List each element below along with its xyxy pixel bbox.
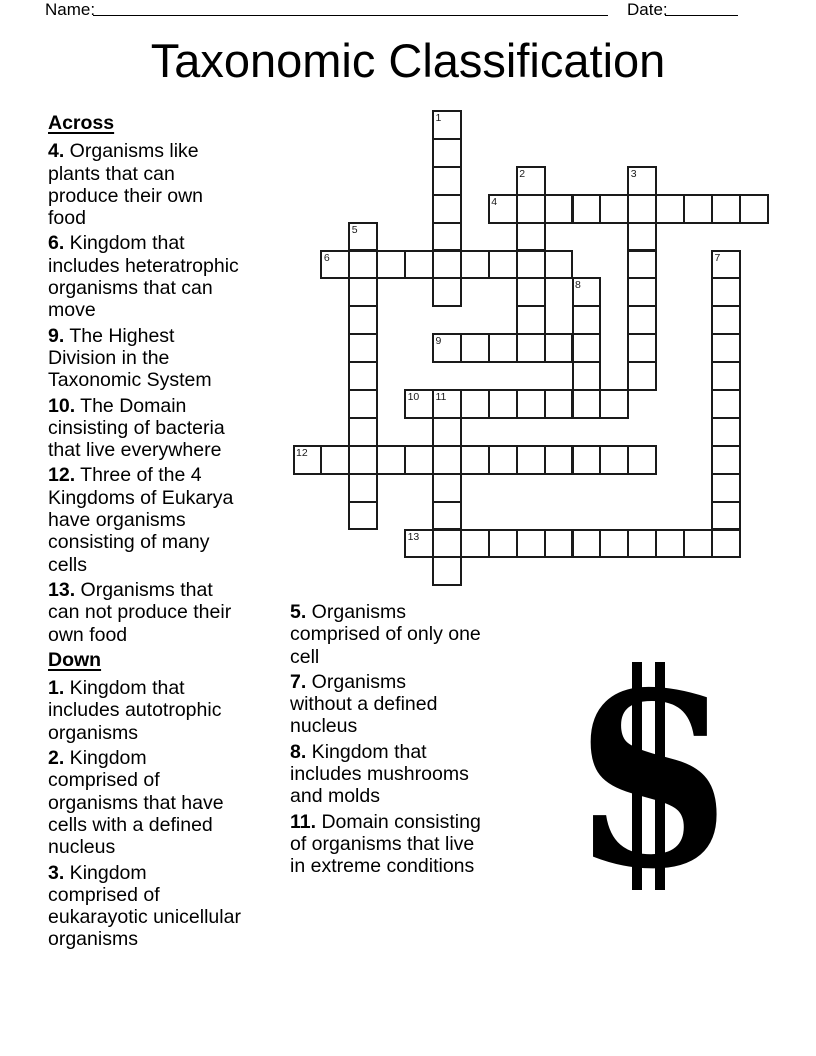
clue-line: 3. Kingdom	[48, 861, 147, 884]
down-clues-list-left	[48, 677, 292, 951]
clue-line: move	[48, 299, 96, 322]
crossword-cell[interactable]	[348, 250, 378, 280]
crossword-cell[interactable]	[544, 250, 574, 280]
clue-line: 12. Three of the 4	[48, 464, 202, 487]
clue-number: 6.	[48, 232, 65, 255]
crossword-cell[interactable]	[348, 389, 378, 419]
clue-line: 5. Organisms	[290, 601, 406, 623]
clue-line: 11. Domain consisting	[290, 810, 481, 833]
crossword-cell[interactable]	[572, 305, 602, 335]
crossword-cell[interactable]	[627, 222, 657, 252]
clue-number: 2.	[48, 747, 65, 770]
crossword-cell[interactable]	[348, 305, 378, 335]
crossword-cell[interactable]	[711, 305, 741, 335]
clue-number: 4.	[48, 140, 65, 163]
cell-number: 2	[519, 167, 526, 180]
cell-number: 13	[407, 530, 420, 543]
clue-number: 1.	[48, 677, 65, 700]
clue-item	[290, 741, 526, 808]
crossword-cell[interactable]	[432, 445, 462, 475]
clue-item	[290, 601, 526, 668]
down-clues-list-middle	[290, 601, 526, 878]
crossword-cell[interactable]	[460, 389, 490, 419]
crossword-cell[interactable]	[376, 250, 406, 280]
crossword-cell[interactable]	[627, 305, 657, 335]
crossword-cell[interactable]	[711, 529, 741, 559]
clue-number: 13.	[48, 578, 76, 601]
crossword-cell[interactable]	[655, 194, 685, 224]
clue-item	[48, 232, 292, 321]
crossword-cell[interactable]	[348, 445, 378, 475]
crossword-cell[interactable]	[516, 529, 546, 559]
crossword-cell[interactable]	[711, 277, 741, 307]
clue-line: nucleus	[290, 715, 358, 738]
crossword-cell[interactable]	[711, 361, 741, 391]
crossword-cell[interactable]	[432, 417, 462, 447]
crossword-cell[interactable]	[627, 194, 657, 224]
crossword-cell[interactable]	[572, 194, 602, 224]
clue-line: plants that can	[48, 162, 175, 185]
cell-number: 7	[714, 251, 721, 264]
clue-line: 9. The Highest	[48, 324, 175, 347]
clue-number: 10.	[48, 394, 76, 417]
left-clue-column	[48, 112, 292, 954]
clue-item	[290, 811, 526, 878]
crossword-cell[interactable]	[711, 389, 741, 419]
crossword-cell[interactable]	[488, 529, 518, 559]
crossword-cell[interactable]	[460, 529, 490, 559]
crossword-cell[interactable]	[544, 194, 574, 224]
crossword-cell[interactable]	[488, 333, 518, 363]
cell-number: 8	[575, 279, 581, 292]
crossword-cell[interactable]	[516, 277, 546, 307]
crossword-cell[interactable]	[572, 333, 602, 363]
crossword-cell[interactable]	[460, 333, 490, 363]
crossword-cell[interactable]	[544, 445, 574, 475]
down-heading: Down	[48, 648, 102, 671]
crossword-cell[interactable]	[544, 333, 574, 363]
cell-number: 6	[323, 251, 330, 264]
clue-line: food	[48, 207, 86, 230]
clue-line: comprised of	[48, 883, 160, 906]
middle-clue-column	[290, 601, 526, 881]
clue-line: cell	[290, 645, 320, 668]
crossword-cell[interactable]	[516, 445, 546, 475]
clue-item	[290, 671, 526, 738]
crossword-cell[interactable]	[432, 277, 462, 307]
crossword-cell[interactable]	[432, 529, 462, 559]
crossword-cell[interactable]	[627, 445, 657, 475]
clue-line: comprised of	[48, 769, 160, 792]
crossword-cell[interactable]	[432, 222, 462, 252]
clue-line: comprised of only one	[290, 623, 481, 646]
crossword-cell[interactable]	[711, 333, 741, 363]
clue-line: cells	[48, 553, 88, 576]
clue-line: organisms that can	[48, 277, 213, 300]
crossword-cell[interactable]	[348, 277, 378, 307]
clue-line: without a defined	[290, 693, 438, 716]
crossword-cell[interactable]	[488, 445, 518, 475]
crossword-cell[interactable]	[599, 389, 629, 419]
clue-line: 13. Organisms that	[48, 578, 213, 601]
clue-number: 8.	[290, 740, 307, 763]
crossword-cell[interactable]	[572, 389, 602, 419]
clue-line: eukarayotic unicellular	[48, 906, 241, 929]
clue-line: 4. Organisms like	[48, 140, 199, 163]
dollar-s-glyph: S	[576, 640, 730, 922]
clue-item	[48, 579, 292, 646]
clue-line: 10. The Domain	[48, 394, 187, 417]
clue-line: of organisms that live	[290, 832, 475, 855]
clue-line: can not produce their	[48, 601, 232, 624]
crossword-cell[interactable]	[348, 333, 378, 363]
clue-item	[48, 464, 292, 575]
clue-item	[48, 862, 292, 951]
name-label: Name:	[45, 0, 96, 19]
page-title: Taxonomic Classification	[150, 34, 666, 87]
clue-line: own food	[48, 623, 128, 646]
crossword-cell[interactable]	[627, 361, 657, 391]
clue-line: 1. Kingdom that	[48, 677, 185, 700]
across-clues-list	[48, 140, 292, 646]
crossword-cell[interactable]	[488, 250, 518, 280]
crossword-cell[interactable]	[683, 194, 713, 224]
clue-item	[48, 140, 292, 229]
crossword-cell[interactable]	[432, 501, 462, 531]
clue-number: 7.	[290, 670, 307, 693]
clue-number: 12.	[48, 464, 76, 487]
clue-line: produce their own	[48, 184, 204, 207]
crossword-cell[interactable]	[599, 194, 629, 224]
clue-line: cinsisting of bacteria	[48, 416, 225, 439]
date-label: Date:	[627, 0, 668, 19]
crossword-cell[interactable]	[516, 222, 546, 252]
clue-line: 7. Organisms	[290, 670, 406, 693]
crossword-cell[interactable]	[711, 194, 741, 224]
clue-number: 11.	[290, 810, 317, 833]
clue-line: organisms	[48, 721, 138, 744]
clue-line: organisms that have	[48, 791, 224, 814]
crossword-cell[interactable]	[404, 250, 434, 280]
name-blank-line	[93, 0, 608, 16]
crossword-cell[interactable]	[683, 529, 713, 559]
crossword-cell[interactable]	[627, 277, 657, 307]
crossword-cell[interactable]	[348, 473, 378, 503]
crossword-cell[interactable]	[599, 529, 629, 559]
crossword-cell[interactable]	[572, 361, 602, 391]
clue-line: 8. Kingdom that	[290, 740, 427, 763]
crossword-cell[interactable]	[655, 529, 685, 559]
cell-number: 3	[630, 167, 637, 180]
crossword-cell[interactable]	[348, 417, 378, 447]
clue-line: in extreme conditions	[290, 855, 475, 878]
crossword-cell[interactable]	[516, 333, 546, 363]
across-heading: Across	[48, 112, 115, 134]
crossword-cell[interactable]	[460, 250, 490, 280]
clue-line: that live everywhere	[48, 439, 222, 462]
clue-line: Kingdoms of Eukarya	[48, 486, 234, 509]
clue-item	[48, 677, 292, 744]
crossword-cell[interactable]	[488, 389, 518, 419]
crossword-cell[interactable]	[711, 473, 741, 503]
clue-line: Taxonomic System	[48, 369, 212, 392]
clue-line: 2. Kingdom	[48, 747, 147, 770]
clue-line: includes mushrooms	[290, 763, 469, 786]
cell-number: 9	[435, 335, 442, 348]
crossword-cell[interactable]	[348, 501, 378, 531]
clue-line: nucleus	[48, 836, 116, 859]
crossword-cell[interactable]	[432, 138, 462, 168]
crossword-cell[interactable]	[432, 473, 462, 503]
dollar-sign-icon	[576, 640, 730, 922]
cell-number: 10	[407, 391, 420, 403]
cell-number: 11	[435, 391, 447, 403]
crossword-cell[interactable]	[544, 389, 574, 419]
clue-line: 6. Kingdom that	[48, 232, 185, 255]
crossword-cell[interactable]	[572, 445, 602, 475]
clue-number: 5.	[290, 601, 307, 623]
clue-line: consisting of many	[48, 531, 210, 554]
crossword-cell[interactable]	[516, 305, 546, 335]
crossword-cell[interactable]	[711, 501, 741, 531]
clue-number: 9.	[48, 324, 65, 347]
crossword-cell[interactable]	[432, 250, 462, 280]
crossword-cell[interactable]	[599, 445, 629, 475]
clue-line: Division in the	[48, 346, 170, 369]
crossword-cell[interactable]	[432, 556, 462, 586]
clue-line: cells with a defined	[48, 813, 213, 836]
crossword-cell[interactable]	[516, 194, 546, 224]
crossword-cell[interactable]	[711, 417, 741, 447]
crossword-cell[interactable]	[348, 361, 378, 391]
clue-line: organisms	[48, 928, 138, 951]
crossword-cell[interactable]	[739, 194, 769, 224]
cell-number: 5	[351, 223, 358, 236]
clue-item	[48, 747, 292, 858]
crossword-cell[interactable]	[711, 445, 741, 475]
crossword-cell[interactable]	[572, 529, 602, 559]
crossword-cell[interactable]	[320, 445, 350, 475]
cell-number: 1	[435, 112, 442, 124]
crossword-cell[interactable]	[432, 194, 462, 224]
crossword-cell[interactable]	[516, 389, 546, 419]
clue-line: and molds	[290, 785, 380, 808]
cell-number: 4	[491, 195, 498, 208]
cell-number: 12	[296, 446, 308, 459]
crossword-cell[interactable]	[432, 166, 462, 196]
clue-item	[48, 325, 292, 392]
crossword-cell[interactable]	[516, 250, 546, 280]
crossword-cell[interactable]	[404, 445, 434, 475]
crossword-cell[interactable]	[544, 529, 574, 559]
crossword-cell[interactable]	[376, 445, 406, 475]
date-blank-line	[665, 0, 738, 16]
clue-line: includes heteratrophic	[48, 254, 239, 277]
clue-line: have organisms	[48, 509, 186, 532]
crossword-cell[interactable]	[627, 250, 657, 280]
clue-line: includes autotrophic	[48, 699, 222, 722]
crossword-cell[interactable]	[627, 333, 657, 363]
crossword-cell[interactable]	[460, 445, 490, 475]
clue-number: 3.	[48, 861, 65, 884]
crossword-cell[interactable]	[627, 529, 657, 559]
clue-item	[48, 395, 292, 462]
